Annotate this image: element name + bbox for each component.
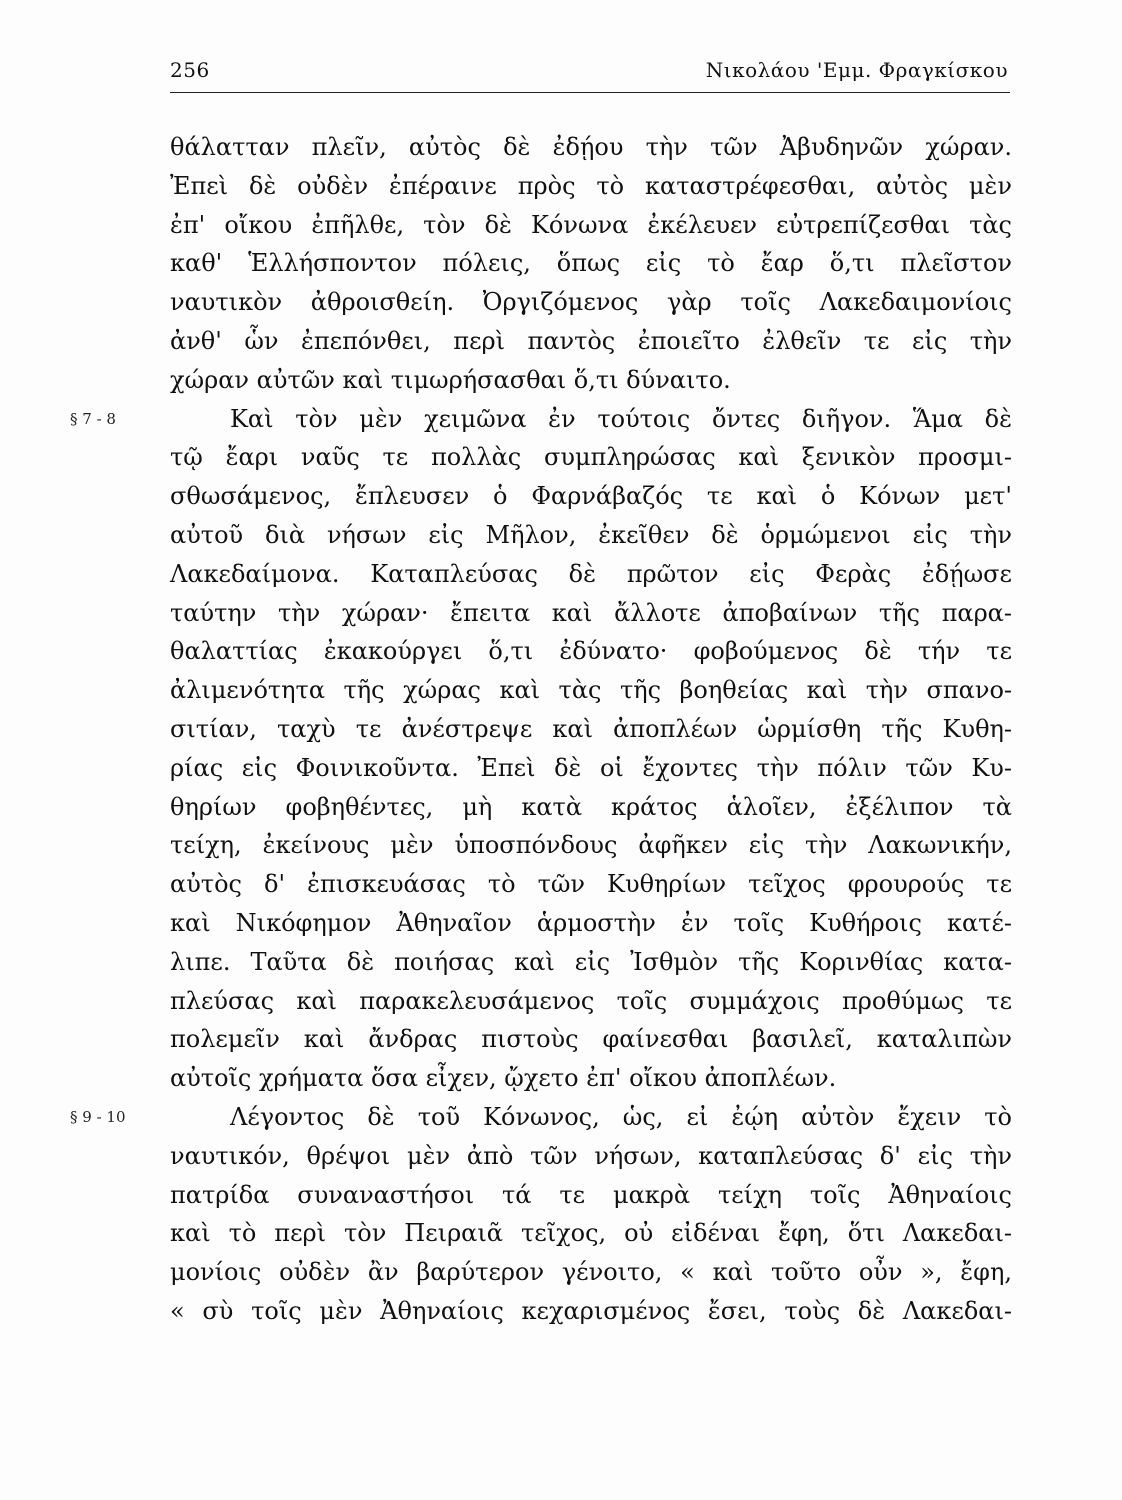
text-line: πολεμεῖν καὶ ἄνδρας πιστοὺς φαίνεσθαι βασιλεῖ, καταλιπὼν [170, 1025, 1012, 1054]
page-number: 256 [170, 58, 210, 82]
text-line: λιπε. Ταῦτα δὲ ποιήσας καὶ εἰς Ἰσθμὸν τῆς Κορινθίας κατα- [170, 947, 1012, 976]
text-line: ἀλιμενότητα τῆς χώρας καὶ τὰς τῆς βοηθείας καὶ τὴν σπανο- [170, 676, 1012, 705]
text-line: καὶ τὸ περὶ τὸν Πειραιᾶ τεῖχος, οὐ εἰδέναι ἔφη, ὅτι Λακεδαι- [170, 1219, 1012, 1248]
page-header [170, 58, 1008, 92]
text-line: αὐτὸς δ' ἐπισκευάσας τὸ τῶν Κυθηρίων τεῖχος φρουρούς τε [170, 870, 1012, 899]
running-title: Νικολάου 'Εμμ. Φραγκίσκου [705, 58, 1008, 82]
text-line: αὐτοῦ διὰ νήσων εἰς Μῆλον, ἐκεῖθεν δὲ ὁρμώμενοι εἰς τὴν [170, 520, 1012, 549]
text-line: τείχη, ἐκείνους μὲν ὑποσπόνδους ἀφῆκεν εἰς τὴν Λακωνικήν, [170, 831, 1012, 860]
text-line: θάλατταν πλεῖν, αὐτὸς δὲ ἐδῄου τὴν τῶν Ἀβυδηνῶν χώραν. [170, 133, 1012, 161]
text-line: καθ' Ἑλλήσποντον πόλεις, ὅπως εἰς τὸ ἔαρ ὅ,τι πλεῖστον [170, 249, 1012, 278]
text-line: ναυτικόν, θρέψοι μὲν ἀπὸ τῶν νήσων, καταπλεύσας δ' εἰς τὴν [170, 1141, 1012, 1170]
text-line: ἀνθ' ὧν ἐπεπόνθει, περὶ παντὸς ἐποιεῖτο ἐλθεῖν τε εἰς τὴν [170, 326, 1012, 355]
text-line: ναυτικὸν ἀθροισθείη. Ὀργιζόμενος γὰρ τοῖς Λακεδαιμονίοις [170, 288, 1012, 317]
text-line: χώραν αὐτῶν καὶ τιμωρήσασθαι ὅ,τι δύναιτο. [170, 365, 731, 394]
text-line: § 7 - 8 Καὶ τὸν μὲν χειμῶνα ἐν τούτοις ὄντες διῆγον. Ἅμα δὲ [170, 400, 1012, 439]
section-marker: § 9 - 10 [70, 1107, 126, 1126]
section-marker: § 7 - 8 [70, 409, 116, 428]
text-line: θαλαττίας ἐκακούργει ὅ,τι ἐδύνατο· φοβούμενος δὲ τήν τε [170, 637, 1012, 666]
text-line: § 9 - 10 Λέγοντος δὲ τοῦ Κόνωνος, ὡς, εἰ ἐῴη αὐτὸν ἔχειν τὸ [170, 1098, 1012, 1137]
text-line: θηρίων φοβηθέντες, μὴ κατὰ κράτος ἁλοῖεν, ἐξέλιπον τὰ [170, 792, 1012, 821]
text-line: σθωσάμενος, ἔπλευσεν ὁ Φαρνάβαζός τε καὶ ὁ Κόνων μετ' [170, 482, 1012, 511]
text-line: ἐπ' οἴκου ἐπῆλθε, τὸν δὲ Κόνωνα ἐκέλευεν εὐτρεπίζεσθαι τὰς [170, 210, 1012, 239]
text-line: ταύτην τὴν χώραν· ἔπειτα καὶ ἄλλοτε ἀποβαίνων τῆς παρα- [170, 598, 1012, 627]
header-rule [170, 92, 1010, 93]
text-line: καὶ Νικόφημον Ἀθηναῖον ἁρμοστὴν ἐν τοῖς Κυθήροις κατέ- [170, 908, 1012, 937]
text-line: Ἐπεὶ δὲ οὐδὲν ἐπέραινε πρὸς τὸ καταστρέφεσθαι, αὐτὸς μὲν [170, 171, 1012, 200]
text-line: Λακεδαίμονα. Καταπλεύσας δὲ πρῶτον εἰς Φερὰς ἐδῄωσε [170, 559, 1012, 588]
text-line: « σὺ τοῖς μὲν Ἀθηναίοις κεχαρισμένος ἔσει, τοὺς δὲ Λακεδαι- [170, 1296, 1012, 1325]
text-line: τῷ ἔαρι ναῦς τε πολλὰς συμπληρώσας καὶ ξενικὸν προσμι- [170, 443, 1012, 472]
text-line: αὐτοῖς χρήματα ὅσα εἶχεν, ᾤχετο ἐπ' οἴκου ἀποπλέων. [170, 1064, 837, 1093]
text-line: σιτίαν, ταχὺ τε ἀνέστρεψε καὶ ἀποπλέων ὡρμίσθη τῆς Κυθη- [170, 714, 1012, 743]
text-line: μονίοις οὐδὲν ἂν βαρύτερον γένοιτο, « καὶ τοῦτο οὖν », ἔφη, [170, 1258, 1012, 1287]
body-text [70, 128, 1012, 1331]
text-line: πλεύσας καὶ παρακελευσάμενος τοῖς συμμάχοις προθύμως τε [170, 986, 1012, 1015]
text-line: πατρίδα συναναστήσοι τά τε μακρὰ τείχη τοῖς Ἀθηναίοις [170, 1180, 1012, 1209]
text-line: ρίας εἰς Φοινικοῦντα. Ἐπεὶ δὲ οἱ ἔχοντες τὴν πόλιν τῶν Κυ- [170, 753, 1012, 782]
